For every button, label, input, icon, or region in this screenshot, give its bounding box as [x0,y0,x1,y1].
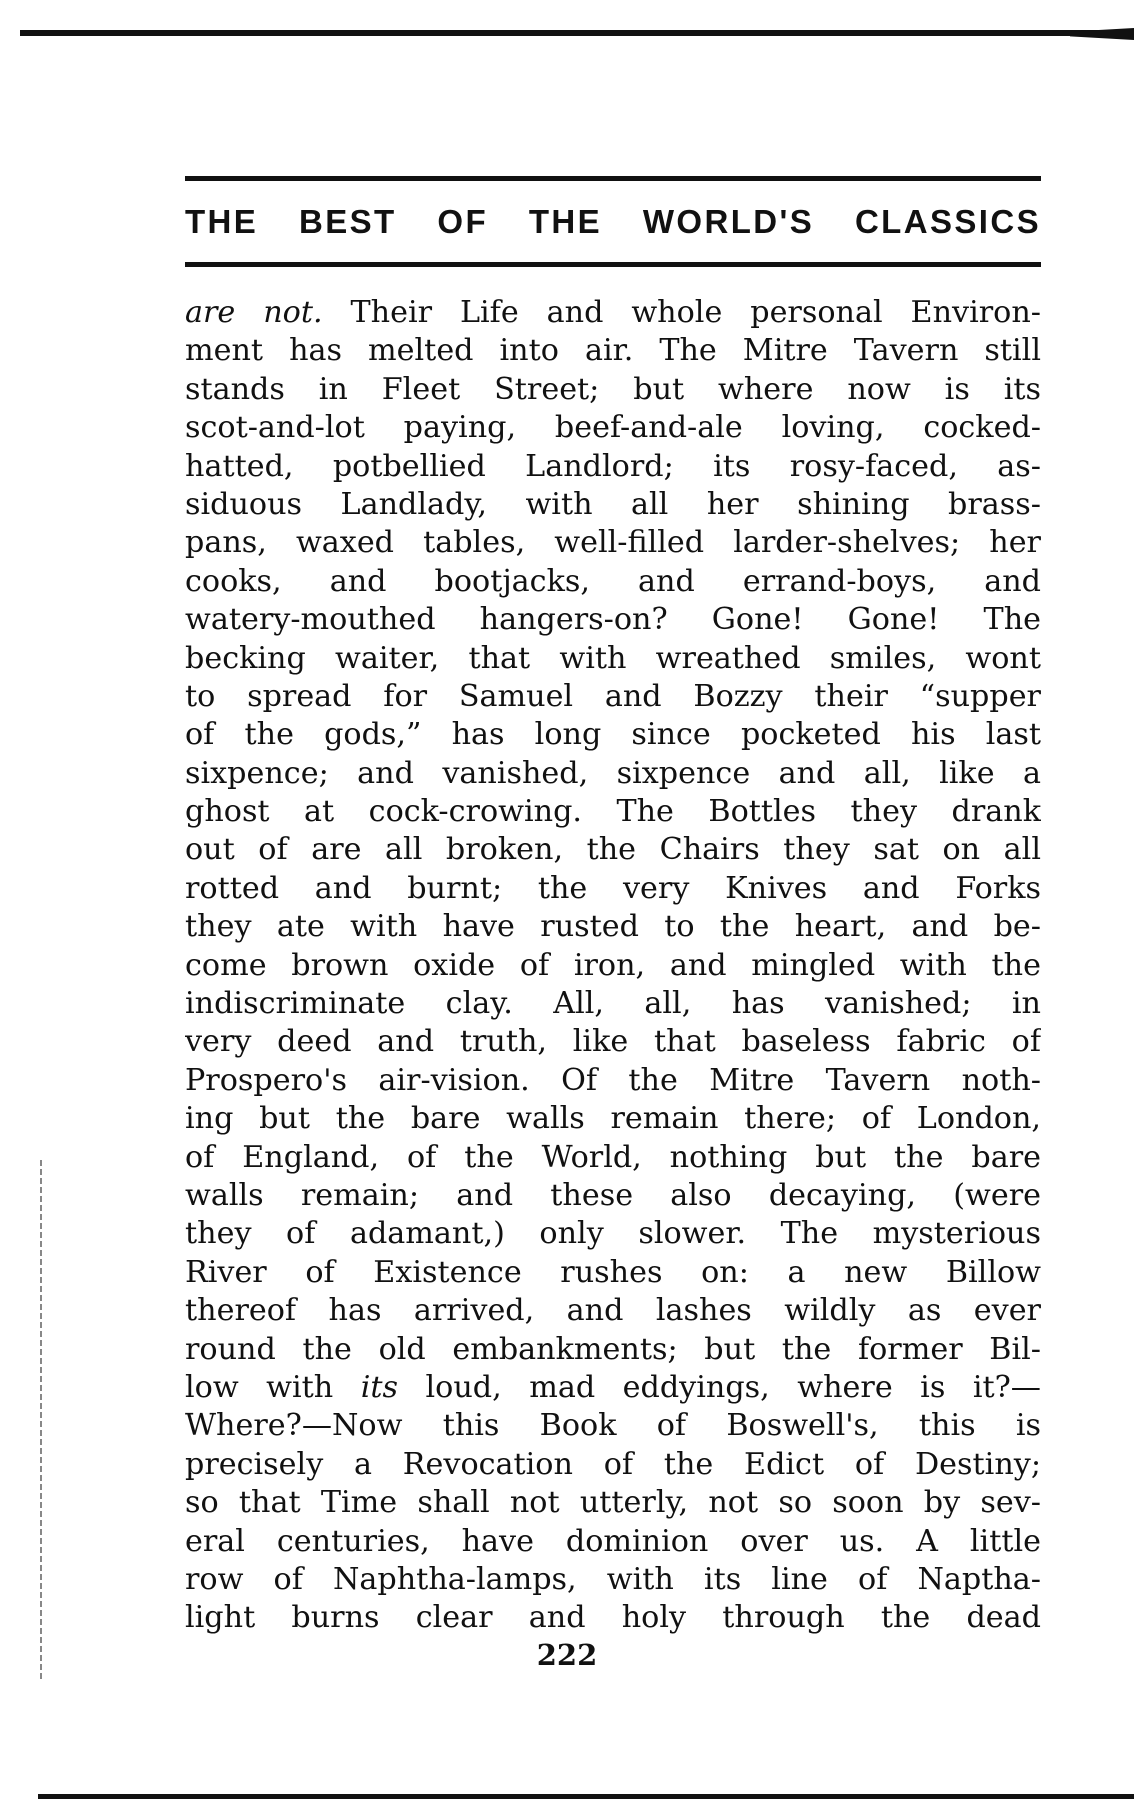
text-line: light burns clear and holy through the dead [185,1600,1041,1636]
header-rule-bottom [185,262,1041,267]
running-head: THE BEST OF THE WORLD'S CLASSICS [185,203,1041,240]
body-text [185,294,1041,1638]
text-line: row of Naphtha-lamps, with its line of Naptha- [185,1561,1041,1597]
text-line: of the gods,” has long since pocketed his last [185,717,1041,753]
text-line: stands in Fleet Street; but where now is its [185,371,1041,407]
text-line: River of Existence rushes on: a new Billow [185,1254,1041,1290]
top-page-rule [20,30,1134,36]
text-line: pans, waxed tables, well-filled larder-shelves; her [185,525,1041,561]
text-line: round the old embankments; but the former Bil- [185,1331,1041,1367]
text-line: eral centuries, have dominion over us. A little [185,1523,1041,1559]
text-line: cooks, and bootjacks, and errand-boys, and [185,563,1041,599]
italic-phrase: its [360,1369,399,1405]
text-line: of England, of the World, nothing but the bare [185,1139,1041,1175]
text-line: sixpence; and vanished, sixpence and all, like a [185,755,1041,791]
text-line: rotted and burnt; the very Knives and Forks [185,870,1041,906]
text-line: very deed and truth, like that baseless fabric of [185,1024,1041,1060]
text-line: Prospero's air-vision. Of the Mitre Tavern noth- [185,1062,1041,1098]
text-line: ing but the bare walls remain there; of London, [185,1101,1041,1137]
text-line: so that Time shall not utterly, not so soon by sev- [185,1485,1041,1521]
text-line: they of adamant,) only slower. The mysterious [185,1216,1041,1252]
text-line: Where?—Now this Book of Boswell's, this is [185,1408,1041,1444]
text-line: ghost at cock-crowing. The Bottles they drank [185,794,1041,830]
italic-phrase: are not. [185,295,323,330]
text-line: watery-mouthed hangers-on? Gone! Gone! The [185,602,1041,638]
text-line: ment has melted into air. The Mitre Tavern still [185,333,1041,369]
text-line: come brown oxide of iron, and mingled with the [185,947,1041,983]
margin-scan-mark [40,1160,42,1680]
text-line: out of are all broken, the Chairs they sat on all [185,832,1041,868]
text-line: indiscriminate clay. All, all, has vanished; in [185,986,1041,1022]
text-line: to spread for Samuel and Bozzy their “supper [185,678,1041,714]
header-rule-top [185,176,1041,181]
text-line: are not. Their Life and whole personal Environ- [185,295,1041,330]
text-line: becking waiter, that with wreathed smiles, wont [185,640,1041,676]
text-line: low with its loud, mad eddyings, where is it?— [185,1369,1041,1405]
page-number: 222 [536,1638,598,1672]
text-line: hatted, potbellied Landlord; its rosy-faced, as- [185,448,1041,484]
text-line: scot-and-lot paying, beef-and-ale loving, cocked- [185,410,1041,446]
text-line: they ate with have rusted to the heart, and be- [185,909,1041,945]
text-line: walls remain; and these also decaying, (were [185,1177,1041,1213]
bottom-page-rule [38,1794,1134,1799]
text-line: precisely a Revocation of the Edict of Destiny; [185,1446,1041,1482]
text-line: thereof has arrived, and lashes wildly as ever [185,1293,1041,1329]
text-line: siduous Landlady, with all her shining brass- [185,486,1041,522]
